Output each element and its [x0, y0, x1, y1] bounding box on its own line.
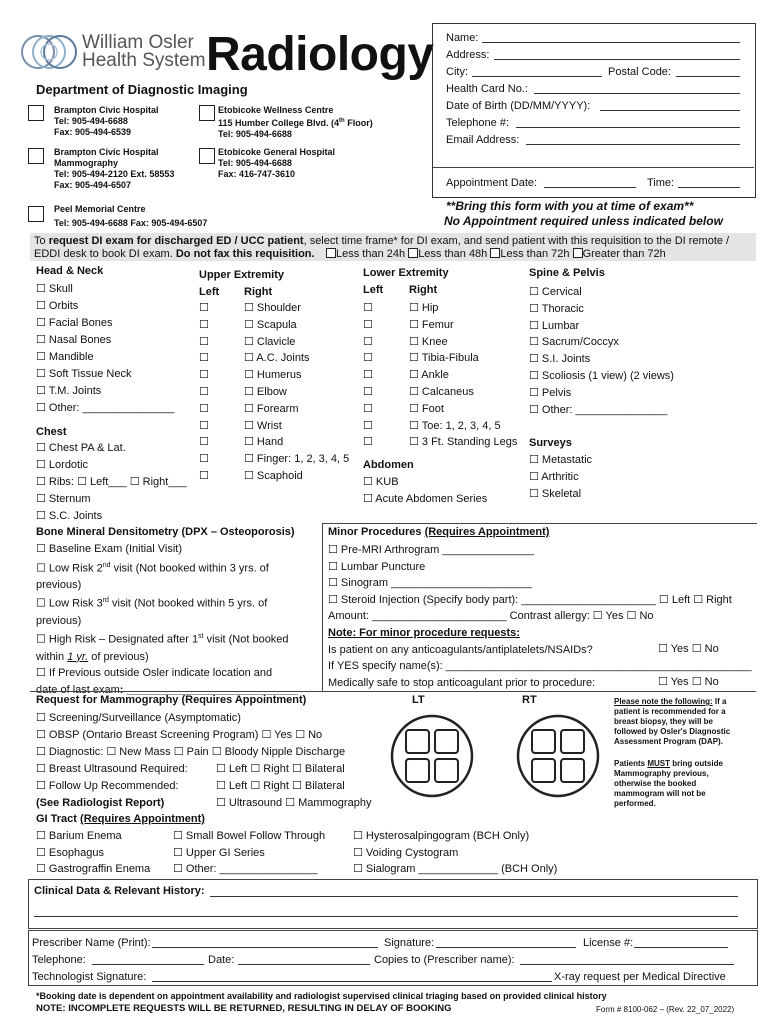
org-line1: William Osler [82, 32, 194, 53]
lower-left-label: Left [363, 284, 384, 296]
site-checkbox-brampton-mammo[interactable] [28, 148, 44, 164]
xray-directive: X-ray request per Medical Directive [554, 971, 726, 983]
health-card-field[interactable]: Health Card No.: [446, 83, 528, 95]
gi-list-col2[interactable]: ☐ Small Bowel Follow Through ☐ Upper GI Series ☐ Other: ________________ [173, 830, 326, 876]
upper-right-label: Right [244, 286, 273, 298]
chest-title: Chest [36, 426, 67, 438]
department-heading: Department of Diagnostic Imaging [36, 82, 248, 97]
head-neck-list[interactable]: ☐ Skull ☐ Orbits ☐ Facial Bones ☐ Nasal Bones ☐ Mandible ☐ Soft Tissue Neck ☐ T.M. Joints ☐ Other: _______________ [36, 283, 175, 414]
surveys-title: Surveys [529, 437, 572, 449]
telephone-field[interactable]: Telephone #: [446, 117, 509, 129]
bring-form-notice: **Bring this form with you at time of exam** No Appointment required unless indicated below [444, 199, 723, 228]
mammo-laterality-options[interactable]: ☐ Left ☐ Right ☐ Bilateral ☐ Left ☐ Right ☐ Bilateral ☐ Ultrasound ☐ Mammography [216, 763, 372, 809]
minor-procedures-title: Minor Procedures (Requires Appointment) [328, 526, 550, 538]
discharge-line2: EDDI desk to book DI exam. Do not fax this requisition. [34, 248, 315, 260]
bmd-list[interactable]: ☐ Baseline Exam (Initial Visit) ☐ Low Risk 2nd visit (Not booked within 3 yrs. of previous) ☐ Low Risk 3rd visit (Not booked within 5 yrs. of previous) ☐ High Risk – Designated after 1st visit (Not booked within 1 yr. of previous) ☐ If Previous outside Osler indicate location and date of last exam: ____________________________ [36, 543, 298, 696]
abdomen-title: Abdomen [363, 459, 414, 471]
discharge-time-options[interactable]: Less than 24h Less than 48h Less than 72h Greater than 72h [326, 247, 666, 261]
spine-pelvis-title: Spine & Pelvis [529, 267, 605, 279]
technologist-signature-field[interactable]: Technologist Signature: [32, 971, 147, 983]
clinical-data-line2[interactable] [34, 916, 738, 917]
surveys-list[interactable]: ☐ Metastatic ☐ Arthritic ☐ Skeletal [529, 454, 593, 500]
chest-list[interactable]: ☐ Chest PA & Lat. ☐ Lordotic ☐ Ribs: ☐ Left___ ☐ Right___ ☐ Sternum ☐ S.C. Joints [36, 442, 187, 522]
org-line2: Health System [82, 50, 206, 71]
upper-left-boxes[interactable]: ☐ ☐ ☐ ☐ ☐ ☐ ☐ ☐ ☐ ☐ ☐ [199, 302, 209, 482]
right-breast-label: RT [522, 694, 537, 706]
copies-to-field[interactable]: Copies to (Prescriber name): [374, 954, 515, 966]
minor-procedures-list[interactable]: ☐ Pre-MRI Arthrogram _______________ ☐ Lumbar Puncture ☐ Sinogram _______________________ ☐ Steroid Injection (Specify body part): ______________________ ☐ Left ☐ Right Amount: ______________________ Contrast allergy: ☐ Yes ☐ No Note: For minor procedure requests: Is patient on any anticoagulants/antiplatelets/NSAIDs? If YES specify name(s): __________________________________________________ Medically safe to stop anticoagulant prior to procedure: [328, 544, 752, 689]
clinical-data-label: Clinical Data & Relevant History: [34, 885, 205, 897]
dob-field[interactable]: Date of Birth (DD/MM/YYYY): [446, 100, 591, 112]
prescriber-name-field[interactable]: Prescriber Name (Print): [32, 937, 151, 949]
footer-incomplete-note: NOTE: INCOMPLETE REQUESTS WILL BE RETURNED, RESULTING IN DELAY OF BOOKING [36, 1003, 452, 1014]
mammo-note: Please note the following: If a patient is recommended for a breast biopsy, they will be followed by Osler's Diagnostic Assessment Program (DAP). Patients MUST bring outside Mammography previous, otherwise the booked mammogram will not be performed. [614, 697, 731, 808]
mammography-list[interactable]: ☐ Screening/Surveillance (Asymptomatic) ☐ OBSP (Ontario Breast Screening Program) ☐ Yes ☐ No ☐ Diagnostic: ☐ New Mass ☐ Pain ☐ Bloody Nipple Discharge ☐ Breast Ultrasound Required: ☐ Follow Up Recommended: (See Radiologist Report) [36, 712, 346, 809]
right-breast-diagram [518, 716, 598, 796]
site-checkbox-peel[interactable] [28, 206, 44, 222]
page-title: Radiology [206, 28, 434, 81]
email-field[interactable]: Email Address: [446, 134, 520, 146]
appointment-time-field[interactable]: Time: [647, 177, 675, 189]
prescriber-date-field[interactable]: Date: [208, 954, 235, 966]
appointment-date-field[interactable]: Appointment Date: [446, 177, 538, 189]
site-etobicoke-wellness: Etobicoke Wellness Centre 115 Humber College Blvd. (4th Floor) Tel: 905-494-6688 [218, 105, 373, 139]
bmd-title: Bone Mineral Densitometry (DPX – Osteoporosis) [36, 526, 295, 538]
lower-extremity-title: Lower Extremity [363, 267, 449, 279]
address-field[interactable]: Address: [446, 49, 490, 61]
safe-stop-yes-no[interactable]: ☐ Yes ☐ No [658, 676, 719, 688]
postal-code-field[interactable]: Postal Code: [608, 66, 671, 78]
site-checkbox-etobicoke-general[interactable] [199, 148, 215, 164]
prescriber-telephone-field[interactable]: Telephone: [32, 954, 86, 966]
breast-diagram[interactable] [388, 712, 604, 802]
lower-extremity-list[interactable]: ☐ Hip ☐ Femur ☐ Knee ☐ Tibia-Fibula ☐ Ankle ☐ Calcaneus ☐ Foot ☐ Toe: 1, 2, 3, 4, 5 ☐ 3 Ft. Standing Legs [409, 302, 518, 449]
upper-extremity-list[interactable]: ☐ Shoulder ☐ Scapula ☐ Clavicle ☐ A.C. Joints ☐ Humerus ☐ Elbow ☐ Forearm ☐ Wrist ☐ Hand ☐ Finger: 1, 2, 3, 4, 5 ☐ Scaphoid [244, 302, 350, 482]
anticoagulant-yes-no[interactable]: ☐ Yes ☐ No [658, 643, 719, 655]
gi-list-col3[interactable]: ☐ Hysterosalpingogram (BCH Only) ☐ Voiding Cystogram ☐ Sialogram _____________ (BCH Only) [353, 830, 558, 876]
gi-list-col1[interactable]: ☐ Barium Enema ☐ Esophagus ☐ Gastrograffin Enema [36, 830, 151, 876]
site-peel: Peel Memorial Centre Tel: 905-494-6688 Fax: 905-494-6507 [54, 204, 208, 228]
footer-booking-note: *Booking date is dependent on appointment availability and radiologist supervised clinical triaging based on provided clinical history [36, 991, 607, 1001]
site-brampton: Brampton Civic Hospital Tel: 905-494-6688 Fax: 905-494-6539 [54, 105, 159, 137]
head-neck-title: Head & Neck [36, 265, 104, 277]
upper-left-label: Left [199, 286, 220, 298]
left-breast-diagram [392, 716, 472, 796]
prescriber-signature-field[interactable]: Signature: [384, 937, 435, 949]
site-etobicoke-general: Etobicoke General Hospital Tel: 905-494-6688 Fax: 416-747-3610 [218, 147, 336, 179]
clinical-data-line1[interactable] [210, 896, 738, 897]
lower-left-boxes[interactable]: ☐ ☐ ☐ ☐ ☐ ☐ ☐ ☐ ☐ [363, 302, 373, 449]
spine-pelvis-list[interactable]: ☐ Cervical ☐ Thoracic ☐ Lumbar ☐ Sacrum/Coccyx ☐ S.I. Joints ☐ Scoliosis (1 view) (2 views) ☐ Pelvis ☐ Other: _______________ [529, 286, 674, 416]
org-name [82, 34, 206, 70]
city-field[interactable]: City: [446, 66, 468, 78]
osler-logo-icon [20, 30, 78, 74]
license-field[interactable]: License #: [583, 937, 634, 949]
form-number: Form # 8100-062 – (Rev. 22_07_2022) [596, 1005, 735, 1014]
mammography-title: Request for Mammography (Requires Appointment) [36, 694, 307, 706]
gi-tract-title: GI Tract (Requires Appointment) [36, 813, 205, 825]
lower-right-label: Right [409, 284, 438, 296]
upper-extremity-title: Upper Extremity [199, 269, 284, 281]
site-checkbox-etobicoke-wellness[interactable] [199, 105, 215, 121]
left-breast-label: LT [412, 694, 425, 706]
discharge-instructions: To request DI exam for discharged ED / UCC patient, select time frame* for DI exam, and send patient with this requisition to the DI remote / [34, 235, 730, 247]
site-checkbox-brampton[interactable] [28, 105, 44, 121]
name-field[interactable]: Name: [446, 32, 479, 44]
site-brampton-mammo: Brampton Civic Hospital Mammography Tel: 905-494-2120 Ext. 58553 Fax: 905-494-6507 [54, 147, 175, 190]
abdomen-list[interactable]: ☐ KUB ☐ Acute Abdomen Series [363, 476, 488, 505]
